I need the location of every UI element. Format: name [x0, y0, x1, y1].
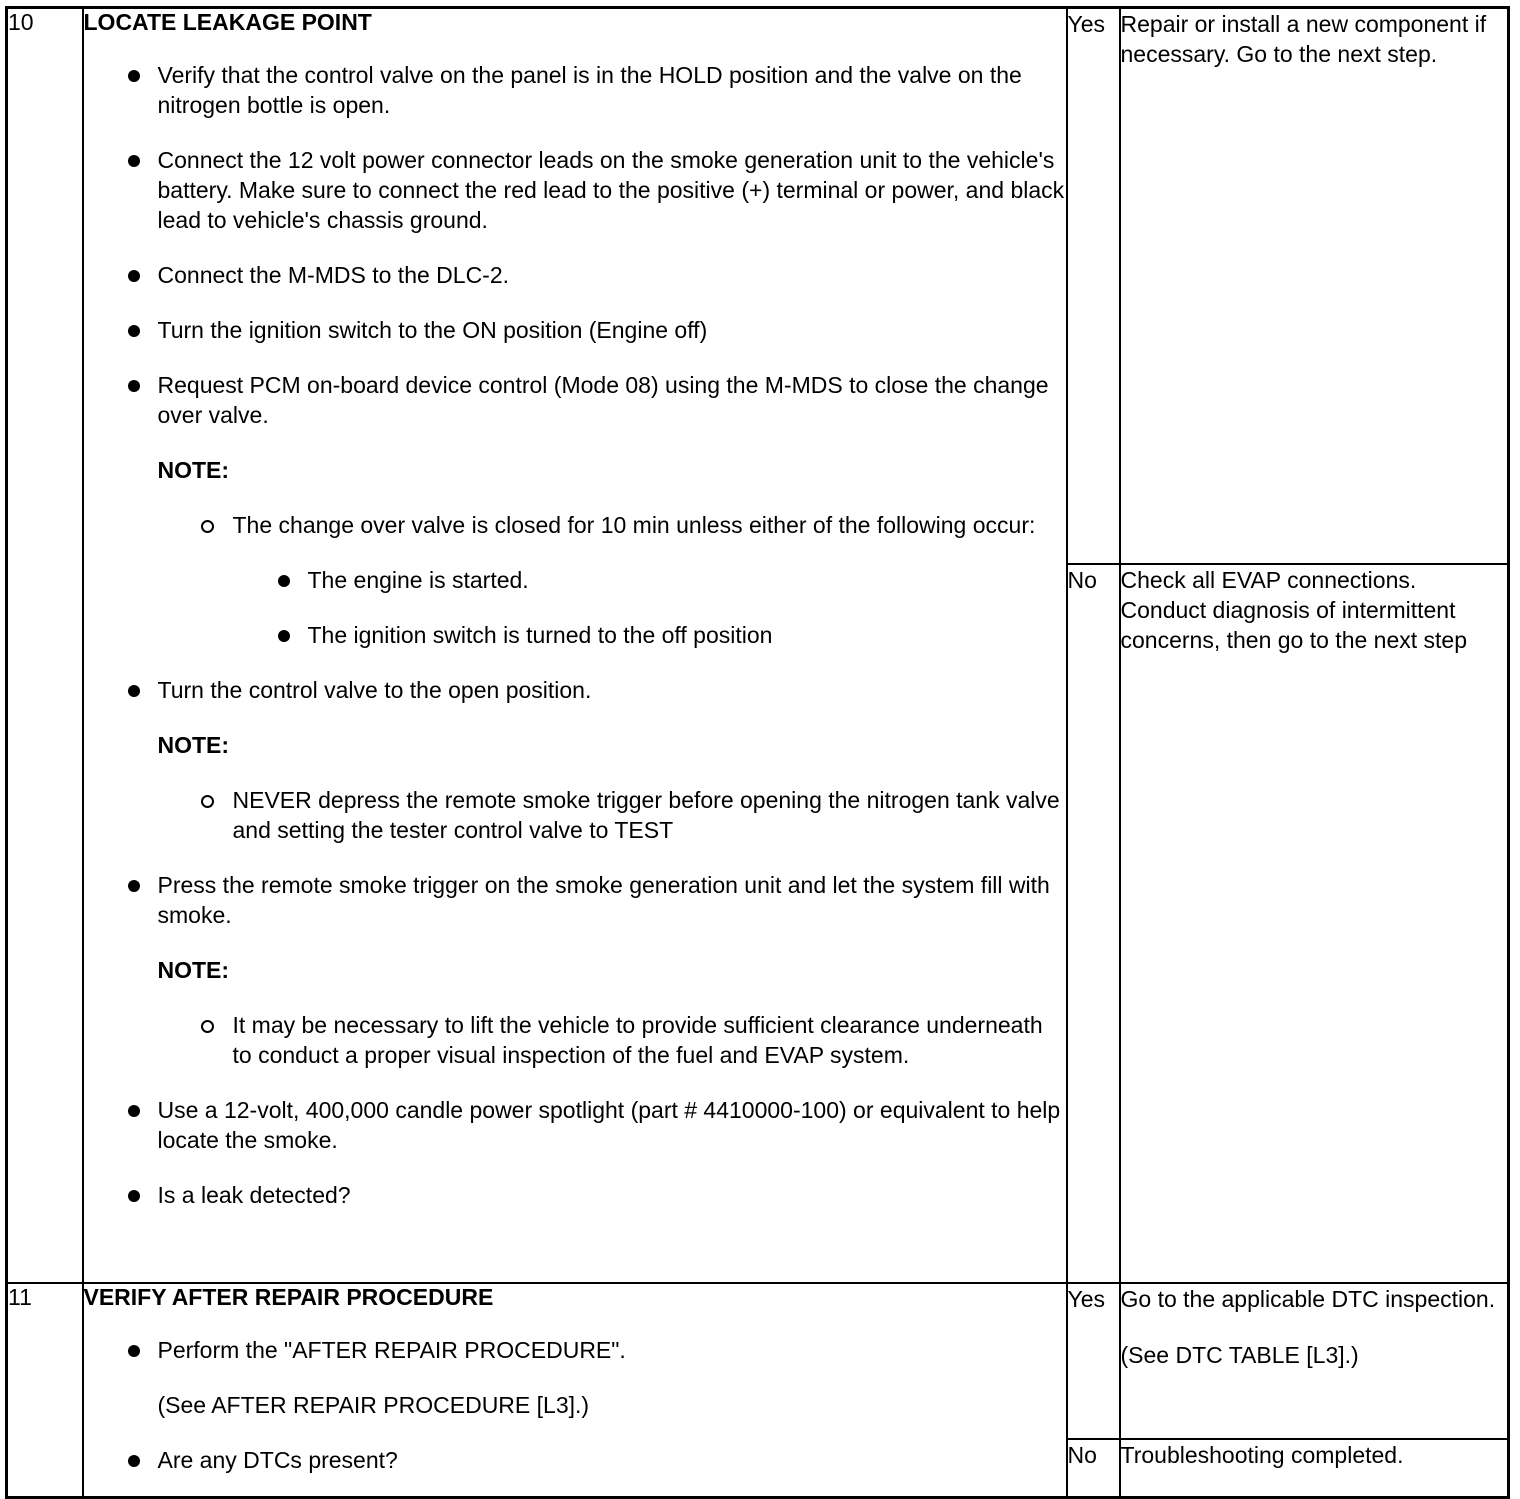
- yes-result-text: Repair or install a new component if necessary. Go to the next step.: [1120, 11, 1487, 67]
- yes-label: Yes: [1067, 8, 1120, 564]
- note-subitem: The ignition switch is turned to the off position: [84, 620, 1066, 650]
- list-item: Connect the 12 volt power connector leads on the smoke generation unit to the vehicle's battery. Make sure to connect the red lead to the positive (+) terminal or power, and black lead to vehicle's chassis ground.: [84, 145, 1066, 235]
- yes-result: [1120, 8, 1509, 564]
- note-item: The change over valve is closed for 10 min unless either of the following occur:: [84, 510, 1066, 540]
- list-item: Turn the ignition switch to the ON position (Engine off): [84, 315, 1066, 345]
- note-label: NOTE:: [157, 457, 230, 483]
- note-item: NEVER depress the remote smoke trigger before opening the nitrogen tank valve and setting the tester control valve to TEST: [84, 785, 1066, 845]
- no-result: [1120, 564, 1509, 1283]
- step-number: 10: [7, 8, 83, 1283]
- table-row: [7, 8, 1509, 564]
- no-result-text: Troubleshooting completed.: [1120, 1441, 1404, 1468]
- no-label: No: [1067, 564, 1120, 1283]
- list-item: Perform the "AFTER REPAIR PROCEDURE".: [84, 1335, 1066, 1365]
- see-reference: (See AFTER REPAIR PROCEDURE [L3].): [157, 1391, 590, 1418]
- no-label: No: [1067, 1439, 1120, 1498]
- yes-result-see: (See DTC TABLE [L3].): [1120, 1341, 1359, 1368]
- no-result-text: Check all EVAP connections. Conduct diagnosis of intermittent concerns, then go to the next step: [1120, 566, 1468, 653]
- step-title: LOCATE LEAKAGE POINT: [83, 9, 372, 35]
- diagnostic-procedure-table: [5, 6, 1510, 1499]
- step-number: 11: [7, 1283, 83, 1498]
- note-label: NOTE:: [157, 957, 230, 983]
- yes-result: [1120, 1283, 1509, 1439]
- yes-result-text: Go to the applicable DTC inspection.: [1120, 1285, 1496, 1312]
- list-item: Connect the M-MDS to the DLC-2.: [84, 260, 1066, 290]
- table-row: [7, 1283, 1509, 1439]
- yes-label: Yes: [1067, 1283, 1120, 1439]
- list-item: Use a 12-volt, 400,000 candle power spotlight (part # 4410000-100) or equivalent to help locate the smoke.: [84, 1095, 1066, 1155]
- list-item: Turn the control valve to the open position.: [84, 675, 1066, 705]
- note-label: NOTE:: [157, 732, 230, 758]
- step-action: [83, 8, 1067, 1283]
- list-item: Verify that the control valve on the panel is in the HOLD position and the valve on the nitrogen bottle is open.: [84, 60, 1066, 120]
- note-item: It may be necessary to lift the vehicle to provide sufficient clearance underneath to conduct a proper visual inspection of the fuel and EVAP system.: [84, 1010, 1066, 1070]
- list-item: Is a leak detected?: [84, 1180, 1066, 1210]
- step-title: VERIFY AFTER REPAIR PROCEDURE: [83, 1283, 494, 1310]
- no-result: [1120, 1439, 1509, 1498]
- step-action: [83, 1283, 1067, 1498]
- note-subitem: The engine is started.: [84, 565, 1066, 595]
- list-item: Are any DTCs present?: [84, 1445, 1066, 1475]
- list-item: Press the remote smoke trigger on the smoke generation unit and let the system fill with smoke.: [84, 870, 1066, 930]
- list-item: Request PCM on-board device control (Mode 08) using the M-MDS to close the change over valve.: [84, 370, 1066, 430]
